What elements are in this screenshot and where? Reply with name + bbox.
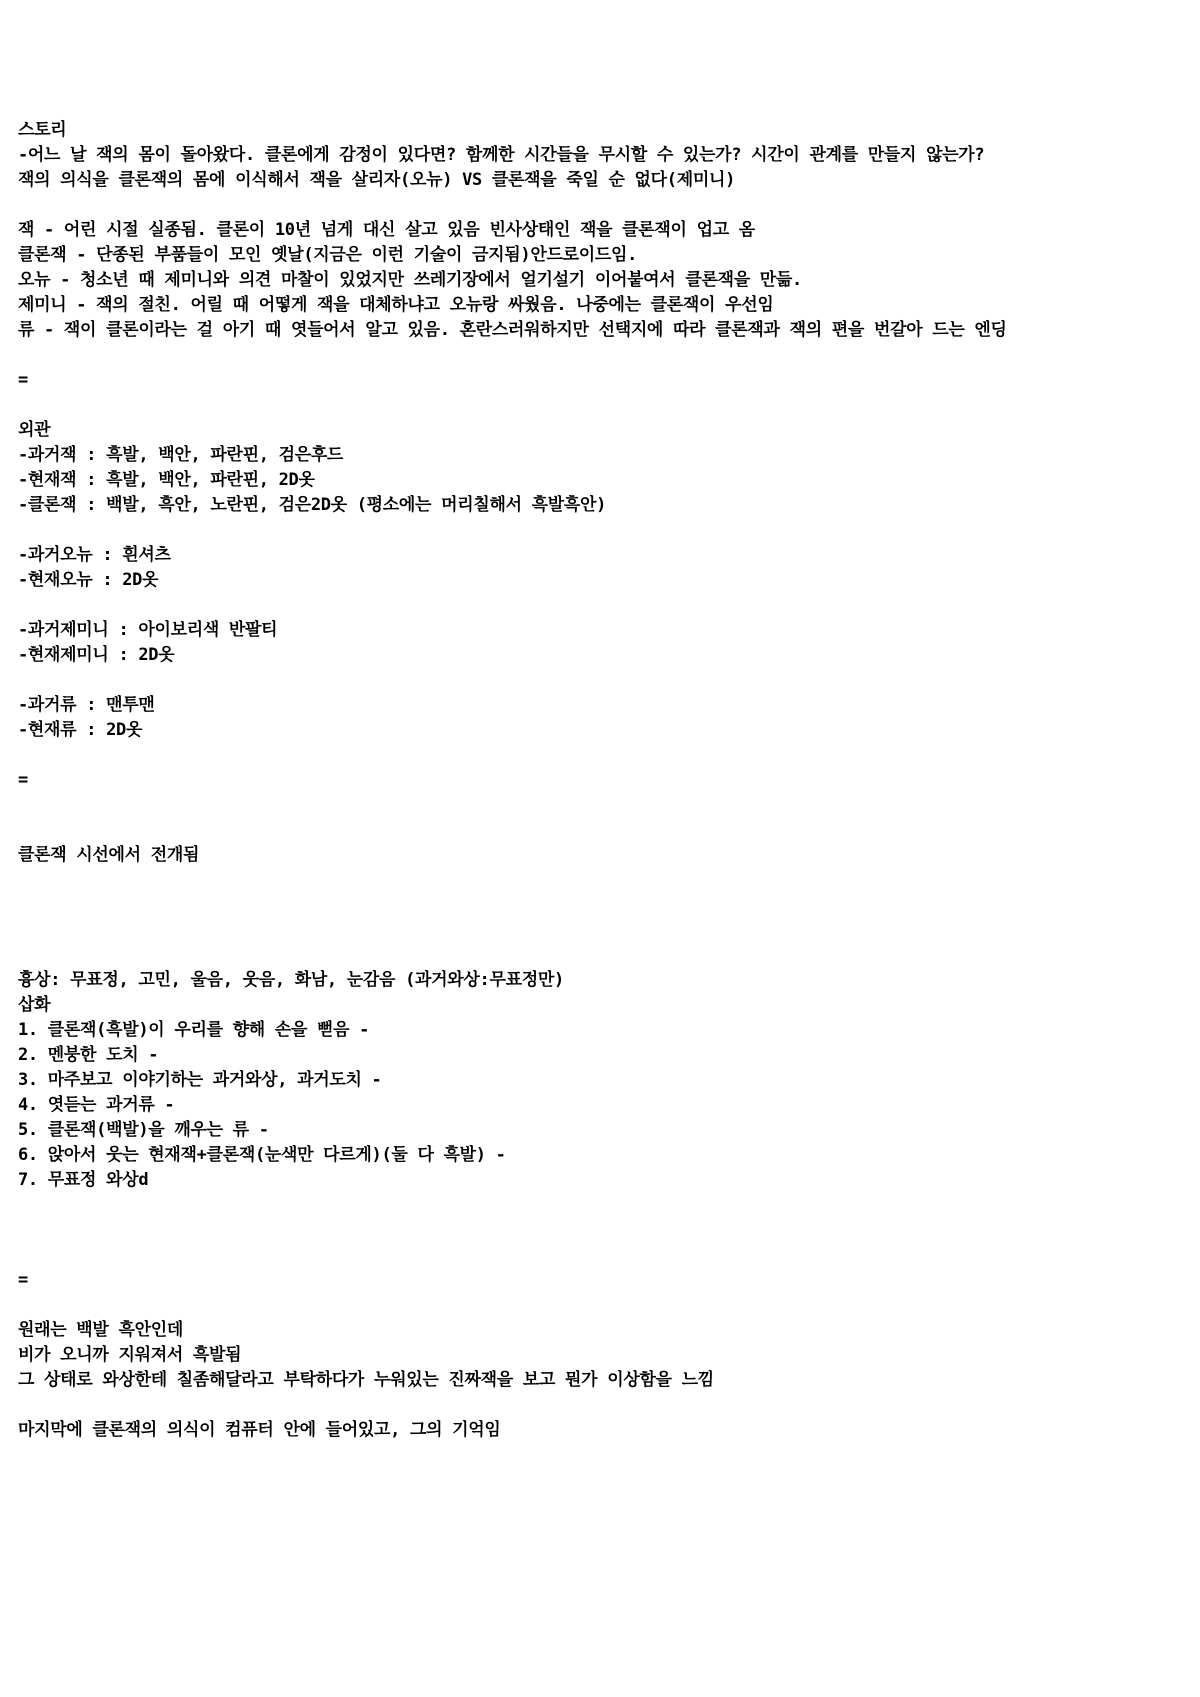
- text-line: 7. 무표정 와상d: [18, 1170, 149, 1190]
- text-line: 2. 멘붕한 도치 -: [18, 1045, 159, 1065]
- blank-line: [18, 343, 1188, 368]
- blank-line: [18, 1193, 1188, 1218]
- blank-line: [18, 593, 1188, 618]
- blank-line: [18, 668, 1188, 693]
- blank-line: [18, 868, 1188, 893]
- blank-line: [18, 1293, 1188, 1318]
- text-line: 스토리: [18, 120, 67, 140]
- blank-line: [18, 1243, 1188, 1268]
- text-line: -클론잭 : 백발, 흑안, 노란핀, 검은2D옷 (평소에는 머리칠해서 흑발흑안): [18, 495, 607, 515]
- section-divider: =: [18, 770, 28, 790]
- blank-line: [18, 893, 1188, 918]
- text-line: 그 상태로 와상한테 칠좀해달라고 부탁하다가 누워있는 진짜잭을 보고 뭔가 이상함을 느낌: [18, 1370, 714, 1390]
- blank-line: [18, 518, 1188, 543]
- text-line: 5. 클론잭(백발)을 깨우는 류 -: [18, 1120, 269, 1140]
- blank-line: [18, 943, 1188, 968]
- text-line: 외관: [18, 420, 51, 440]
- text-line: 류 - 잭이 클론이라는 걸 아기 때 엿들어서 알고 있음. 혼란스러워하지만 선택지에 따라 클론잭과 잭의 편을 번갈아 드는 엔딩: [18, 320, 1007, 340]
- text-line: -어느 날 잭의 몸이 돌아왔다. 클론에게 감정이 있다면? 함께한 시간들을 무시할 수 있는가? 시간이 관계를 만들지 않는가?: [18, 145, 985, 165]
- text-line: 원래는 백발 흑안인데: [18, 1320, 183, 1340]
- text-line: 4. 엿듣는 과거류 -: [18, 1095, 175, 1115]
- text-line: -과거오뉴 : 흰셔츠: [18, 545, 171, 565]
- text-line: -현재오뉴 : 2D옷: [18, 570, 159, 590]
- blank-line: [18, 393, 1188, 418]
- text-line: 제미니 - 잭의 절친. 어릴 때 어떻게 잭을 대체하냐고 오뉴랑 싸웠음. 나중에는 클론잭이 우선임: [18, 295, 774, 315]
- text-line: -과거잭 : 흑발, 백안, 파란핀, 검은후드: [18, 445, 344, 465]
- blank-line: [18, 1393, 1188, 1418]
- document-body: [18, 118, 1188, 1443]
- blank-line: [18, 793, 1188, 818]
- text-line: 삽화: [18, 995, 51, 1015]
- text-line: 6. 앉아서 웃는 현재잭+클론잭(눈색만 다르게)(둘 다 흑발) -: [18, 1145, 506, 1165]
- text-line: 클론잭 시선에서 전개됨: [18, 845, 200, 865]
- section-divider: =: [18, 1270, 28, 1290]
- text-line: 잭 - 어린 시절 실종됨. 클론이 10년 넘게 대신 살고 있음 빈사상태인 잭을 클론잭이 업고 옴: [18, 220, 755, 240]
- text-line: -현재류 : 2D옷: [18, 720, 143, 740]
- text-line: 1. 클론잭(흑발)이 우리를 향해 손을 뻗음 -: [18, 1020, 370, 1040]
- blank-line: [18, 193, 1188, 218]
- text-line: 오뉴 - 청소년 때 제미니와 의견 마찰이 있었지만 쓰레기장에서 얼기설기 이어붙여서 클론잭을 만듦.: [18, 270, 802, 290]
- text-line: -과거류 : 맨투맨: [18, 695, 155, 715]
- blank-line: [18, 818, 1188, 843]
- text-line: 잭의 의식을 클론잭의 몸에 이식해서 잭을 살리자(오뉴) VS 클론잭을 죽일 순 없다(제미니): [18, 170, 736, 190]
- text-line: -현재잭 : 흑발, 백안, 파란핀, 2D옷: [18, 470, 315, 490]
- blank-line: [18, 1218, 1188, 1243]
- text-line: 흉상: 무표정, 고민, 울음, 웃음, 화남, 눈감음 (과거와상:무표정만): [18, 970, 564, 990]
- blank-line: [18, 743, 1188, 768]
- text-line: 마지막에 클론잭의 의식이 컴퓨터 안에 들어있고, 그의 기억임: [18, 1420, 501, 1440]
- text-line: -과거제미니 : 아이보리색 반팔티: [18, 620, 278, 640]
- section-divider: =: [18, 370, 28, 390]
- text-line: 3. 마주보고 이야기하는 과거와상, 과거도치 -: [18, 1070, 382, 1090]
- text-line: 클론잭 - 단종된 부품들이 모인 옛날(지금은 이런 기술이 금지됨)안드로이드임.: [18, 245, 637, 265]
- blank-line: [18, 918, 1188, 943]
- text-line: 비가 오니까 지워져서 흑발됨: [18, 1345, 242, 1365]
- text-line: -현재제미니 : 2D옷: [18, 645, 175, 665]
